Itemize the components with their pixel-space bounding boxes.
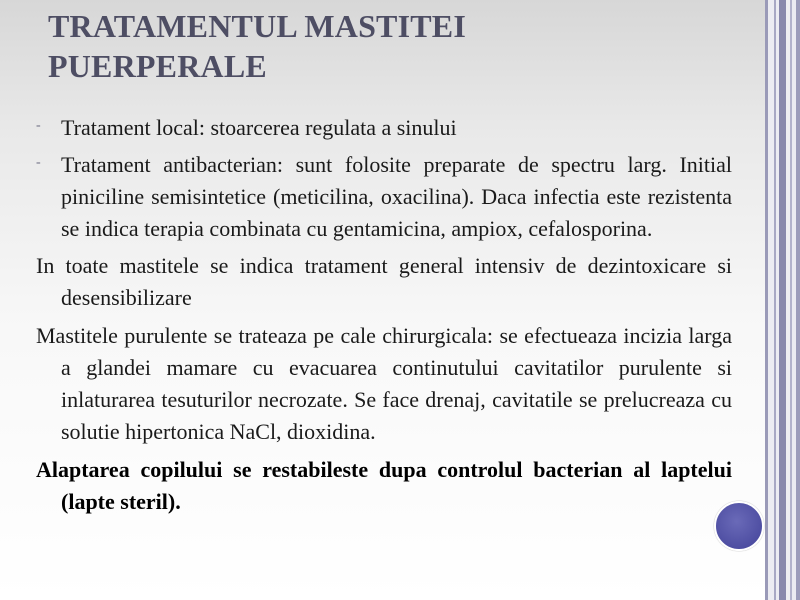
decorative-stripe: [796, 0, 800, 600]
slide-content: [36, 112, 732, 524]
title-line-2: PUERPERALE: [48, 48, 267, 84]
decorative-stripe: [779, 0, 786, 600]
bullet-dash-icon: -: [36, 155, 41, 170]
bullet-text: Tratament antibacterian: sunt folosite preparate de spectru larg. Initial piniciline semisintetice (meticilina, oxacilina). Daca infectia este rezistenta se indica terapia combinata cu gentamicina, ampiox, cefalosporina.: [61, 152, 732, 241]
paragraph: In toate mastitele se indica tratament general intensiv de dezintoxicare si desensibilizare: [36, 253, 732, 310]
bullet-item: [36, 112, 732, 144]
decorative-stripe: [765, 0, 768, 600]
bullet-text: Tratament local: stoarcerea regulata a sinului: [61, 115, 457, 140]
paragraph: Mastitele purulente se trateaza pe cale chirurgicala: se efectueaza incizia larga a glandei mamare cu evacuarea continutului cavitatilor purulente si inlaturarea tesuturilor necrozate. Se face drenaj, cavitatile se prelucreaza cu solutie hipertonica NaCl, dioxidina.: [36, 323, 732, 444]
bold-paragraph: Alaptarea copilului se restabileste dupa controlul bacterian al laptelui (lapte steril).: [36, 457, 732, 514]
slide-title: [48, 6, 668, 86]
decorative-stripe: [774, 0, 776, 600]
bullet-item: [36, 149, 732, 245]
title-line-1: TRATAMENTUL MASTITEI: [48, 8, 466, 44]
decorative-stripe: [790, 0, 792, 600]
bullet-dash-icon: -: [36, 118, 41, 133]
decorative-circle: [714, 501, 764, 551]
